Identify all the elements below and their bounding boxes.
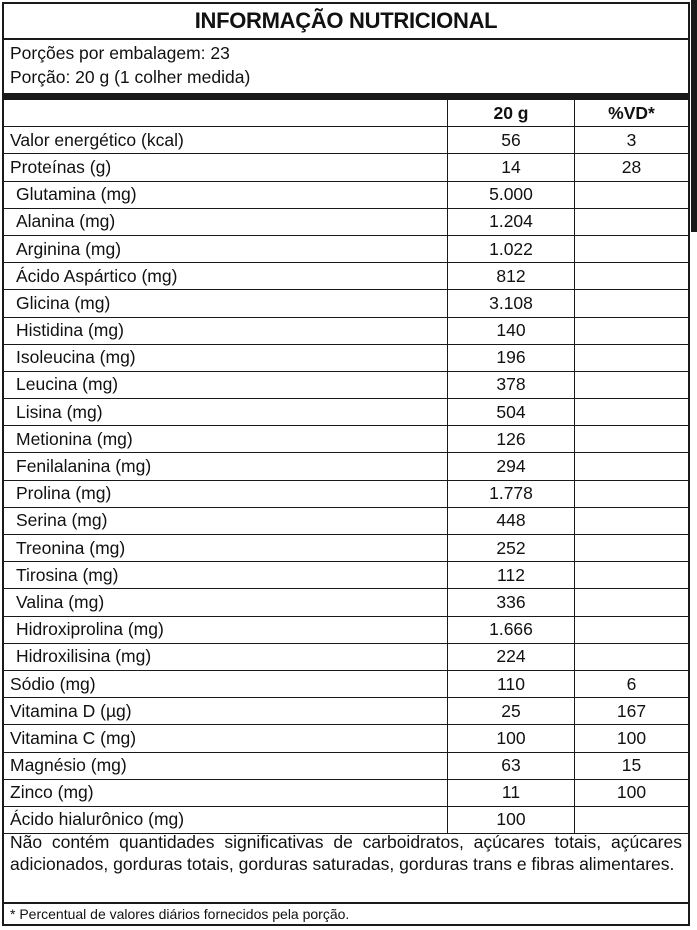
- table-row: [4, 371, 688, 398]
- amount-per-serving: 100: [448, 806, 575, 833]
- amount-per-serving: 3.108: [448, 290, 575, 317]
- amount-per-serving: 56: [448, 127, 575, 154]
- title-divider: [4, 38, 688, 40]
- table-row: [4, 779, 688, 806]
- nutrient-label: Glicina (mg): [4, 290, 448, 317]
- table-row: [4, 752, 688, 779]
- amount-per-serving: 252: [448, 535, 575, 562]
- nutrient-label: Prolina (mg): [4, 480, 448, 507]
- nutrient-label: Lisina (mg): [4, 399, 448, 426]
- nutrient-label: Valor energético (kcal): [4, 127, 448, 154]
- nutrient-label: Leucina (mg): [4, 371, 448, 398]
- daily-value-percent: [575, 507, 689, 534]
- nutrient-label: Serina (mg): [4, 507, 448, 534]
- nutrient-label: Ácido Aspártico (mg): [4, 263, 448, 290]
- table-row: [4, 154, 688, 181]
- nutrient-label: Tirosina (mg): [4, 562, 448, 589]
- daily-value-percent: [575, 643, 689, 670]
- thick-divider: [4, 93, 688, 100]
- table-row: [4, 670, 688, 697]
- daily-value-percent: [575, 344, 689, 371]
- daily-value-percent: [575, 616, 689, 643]
- nutrient-label: Valina (mg): [4, 589, 448, 616]
- daily-value-percent: 6: [575, 670, 689, 697]
- amount-per-serving: 5.000: [448, 181, 575, 208]
- serving-size: Porção: 20 g (1 colher medida): [10, 67, 251, 87]
- daily-value-percent: [575, 562, 689, 589]
- table-row: [4, 426, 688, 453]
- nutrient-label: Sódio (mg): [4, 670, 448, 697]
- daily-value-percent: [575, 480, 689, 507]
- daily-value-percent: [575, 235, 689, 262]
- table-row: [4, 399, 688, 426]
- nutrient-label: Metionina (mg): [4, 426, 448, 453]
- panel-title: INFORMAÇÃO NUTRICIONAL: [194, 8, 498, 33]
- amount-per-serving: 448: [448, 507, 575, 534]
- daily-value-percent: [575, 371, 689, 398]
- table-row: [4, 806, 688, 833]
- nutrient-label: Vitamina C (mg): [4, 725, 448, 752]
- table-row: [4, 562, 688, 589]
- table-row: [4, 698, 688, 725]
- table-row: [4, 317, 688, 344]
- table-row: [4, 507, 688, 534]
- nutrient-label: Ácido hialurônico (mg): [4, 806, 448, 833]
- table-row: [4, 616, 688, 643]
- daily-value-percent: 15: [575, 752, 689, 779]
- daily-value-percent: 167: [575, 698, 689, 725]
- nutrient-label: Isoleucina (mg): [4, 344, 448, 371]
- nutrient-label: Alanina (mg): [4, 208, 448, 235]
- right-edge-bar: [691, 0, 697, 232]
- nutrient-label: Histidina (mg): [4, 317, 448, 344]
- amount-per-serving: 25: [448, 698, 575, 725]
- amount-per-serving: 1.204: [448, 208, 575, 235]
- nutrient-label: Treonina (mg): [4, 535, 448, 562]
- amount-per-serving: 196: [448, 344, 575, 371]
- amount-per-serving: 112: [448, 562, 575, 589]
- nutrition-facts-panel: [2, 2, 690, 926]
- header-dv: %VD*: [575, 100, 689, 127]
- table-row: [4, 127, 688, 154]
- amount-per-serving: 100: [448, 725, 575, 752]
- daily-value-percent: [575, 426, 689, 453]
- table-row: [4, 453, 688, 480]
- table-header-row: [4, 100, 688, 127]
- daily-value-percent: [575, 589, 689, 616]
- footnote: * Percentual de valores diários fornecidos pela porção.: [10, 906, 350, 922]
- amount-per-serving: 140: [448, 317, 575, 344]
- table-row: [4, 290, 688, 317]
- amount-per-serving: 110: [448, 670, 575, 697]
- table-row: [4, 480, 688, 507]
- daily-value-percent: [575, 317, 689, 344]
- nutrition-table: [4, 100, 688, 834]
- daily-value-percent: [575, 290, 689, 317]
- amount-per-serving: 1.666: [448, 616, 575, 643]
- nutrient-label: Arginina (mg): [4, 235, 448, 262]
- nutrient-label: Vitamina D (µg): [4, 698, 448, 725]
- not-significant-note: Não contém quantidades significativas de carboidratos, açúcares totais, açúcares adicionados, gorduras totais, gorduras saturadas, gorduras trans e fibras alimentares.: [10, 832, 682, 874]
- amount-per-serving: 812: [448, 263, 575, 290]
- servings-per-package: Porções por embalagem: 23: [10, 43, 230, 63]
- header-label: [4, 100, 448, 127]
- table-row: [4, 235, 688, 262]
- nutrient-label: Glutamina (mg): [4, 181, 448, 208]
- table-row: [4, 643, 688, 670]
- nutrient-label: Magnésio (mg): [4, 752, 448, 779]
- nutrient-label: Hidroxilisina (mg): [4, 643, 448, 670]
- amount-per-serving: 336: [448, 589, 575, 616]
- amount-per-serving: 63: [448, 752, 575, 779]
- nutrient-label: Fenilalanina (mg): [4, 453, 448, 480]
- amount-per-serving: 504: [448, 399, 575, 426]
- daily-value-percent: [575, 535, 689, 562]
- table-row: [4, 725, 688, 752]
- table-row: [4, 535, 688, 562]
- amount-per-serving: 14: [448, 154, 575, 181]
- daily-value-percent: [575, 208, 689, 235]
- amount-per-serving: 224: [448, 643, 575, 670]
- daily-value-percent: [575, 399, 689, 426]
- amount-per-serving: 378: [448, 371, 575, 398]
- table-row: [4, 208, 688, 235]
- nutrient-label: Hidroxiprolina (mg): [4, 616, 448, 643]
- footnote-divider: [4, 902, 688, 904]
- daily-value-percent: 100: [575, 725, 689, 752]
- amount-per-serving: 1.778: [448, 480, 575, 507]
- daily-value-percent: 3: [575, 127, 689, 154]
- amount-per-serving: 126: [448, 426, 575, 453]
- amount-per-serving: 1.022: [448, 235, 575, 262]
- table-row: [4, 589, 688, 616]
- table-row: [4, 263, 688, 290]
- header-amount: 20 g: [448, 100, 575, 127]
- daily-value-percent: [575, 806, 689, 833]
- daily-value-percent: [575, 181, 689, 208]
- daily-value-percent: [575, 453, 689, 480]
- nutrient-label: Zinco (mg): [4, 779, 448, 806]
- amount-per-serving: 11: [448, 779, 575, 806]
- amount-per-serving: 294: [448, 453, 575, 480]
- table-row: [4, 344, 688, 371]
- nutrient-label: Proteínas (g): [4, 154, 448, 181]
- table-row: [4, 181, 688, 208]
- daily-value-percent: 100: [575, 779, 689, 806]
- daily-value-percent: 28: [575, 154, 689, 181]
- daily-value-percent: [575, 263, 689, 290]
